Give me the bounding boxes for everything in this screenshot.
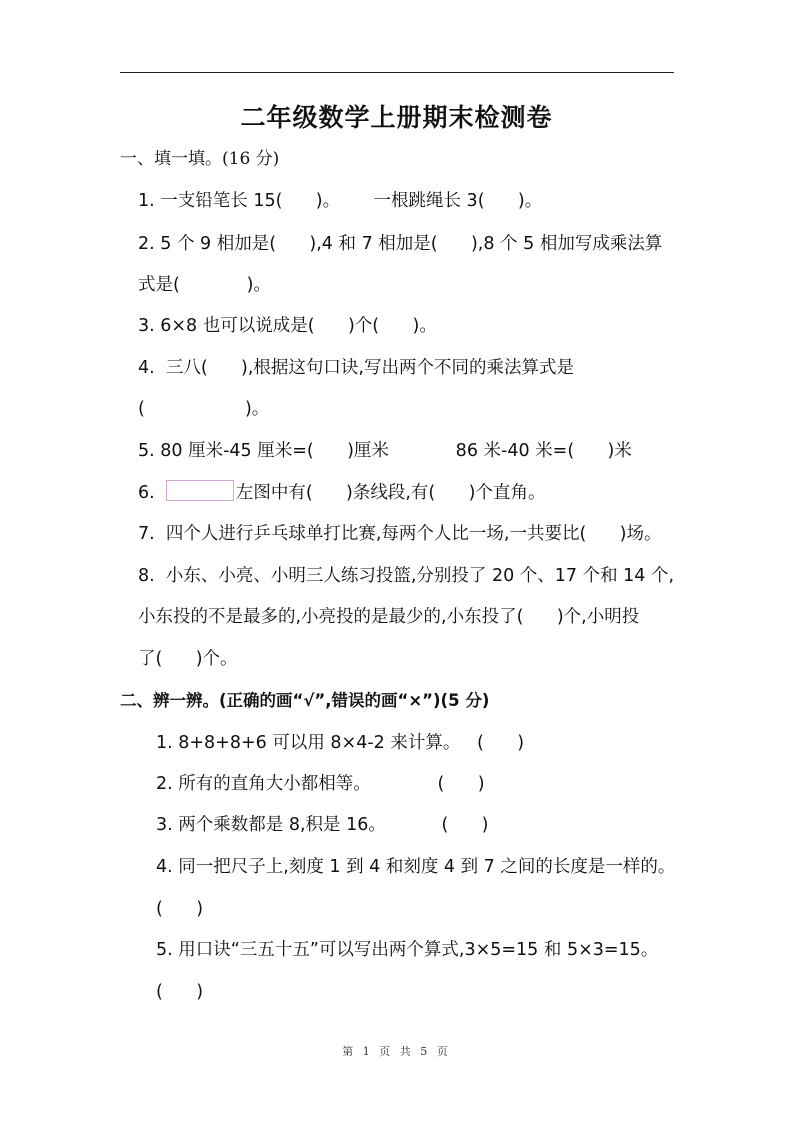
question-2-4-answer: ( ): [156, 899, 204, 919]
question-1-3: 3. 6×8 也可以说成是( )个( )。: [138, 316, 437, 336]
question-2-5-answer: ( ): [156, 982, 204, 1002]
question-1-7: 7. 四个人进行乒乓球单打比赛,每两个人比一场,一共要比( )场。: [138, 524, 662, 544]
question-1-8-cont2: 了( )个。: [138, 649, 238, 669]
question-1-8: 8. 小东、小亮、小明三人练习投篮,分别投了 20 个、17 个和 14 个,: [138, 566, 675, 586]
question-1-4-cont: ( )。: [138, 399, 270, 419]
question-2-3: 3. 两个乘数都是 8,积是 16。 ( ): [156, 815, 489, 835]
section-2-heading: 二、辨一辨。(正确的画“√”,错误的画“×”)(5 分): [120, 691, 490, 710]
header-rule: [120, 72, 674, 73]
rectangle-figure: [166, 480, 234, 501]
question-1-1: 1. 一支铅笔长 15( )。 一根跳绳长 3( )。: [138, 191, 543, 211]
question-1-2: 2. 5 个 9 相加是( ),4 和 7 相加是( ),8 个 5 相加写成乘法算: [138, 234, 663, 254]
question-1-6-number: 6.: [138, 483, 155, 503]
question-2-1: 1. 8+8+8+6 可以用 8×4-2 来计算。 ( ): [156, 733, 525, 753]
question-1-6: [138, 480, 545, 505]
page-title: 二年级数学上册期末检测卷: [240, 103, 553, 132]
question-2-4: 4. 同一把尺子上,刻度 1 到 4 和刻度 4 到 7 之间的长度是一样的。: [156, 857, 676, 877]
question-1-2-cont: 式是( )。: [138, 275, 271, 295]
question-1-4: 4. 三八( ),根据这句口诀,写出两个不同的乘法算式是: [138, 358, 574, 378]
question-1-5: 5. 80 厘米-45 厘米=( )厘米 86 米-40 米=( )米: [138, 441, 632, 461]
question-2-5: 5. 用口诀“三五十五”可以写出两个算式,3×5=15 和 5×3=15。: [156, 940, 659, 960]
question-1-8-cont: 小东投的不是最多的,小亮投的是最少的,小东投了( )个,小明投: [138, 607, 640, 627]
section-1-heading: 一、填一填。(16 分): [120, 149, 280, 169]
question-2-2: 2. 所有的直角大小都相等。 ( ): [156, 774, 485, 794]
question-1-6-text: 左图中有( )条线段,有( )个直角。: [235, 483, 546, 503]
page-footer: 第 1 页 共 5 页: [342, 1045, 451, 1058]
